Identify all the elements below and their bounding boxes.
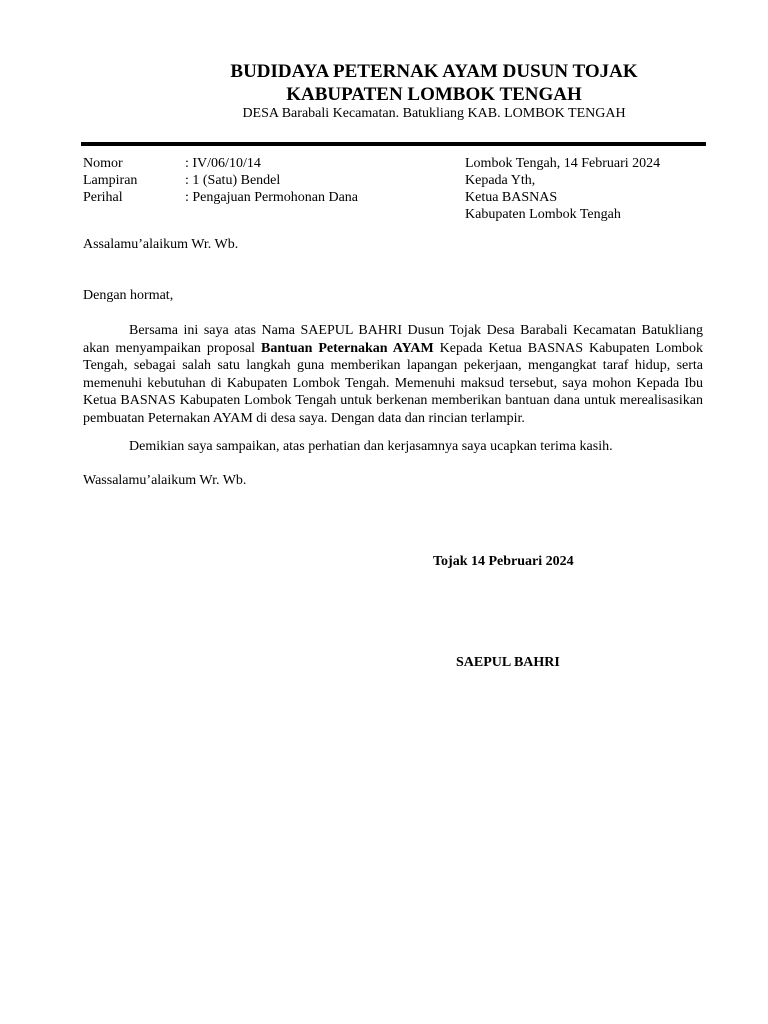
- letterhead-divider: [81, 142, 706, 146]
- body-text-bold: Bantuan Peternakan AYAM: [261, 340, 434, 356]
- letterhead-address: DESA Barabali Kecamatan. Batukliang KAB. LOMBOK TENGAH: [242, 106, 626, 121]
- letterhead-title-line1: BUDIDAYA PETERNAK AYAM DUSUN TOJAK: [230, 61, 638, 82]
- signature-name: SAEPUL BAHRI: [456, 655, 560, 670]
- closing-sentence: Demikian saya sampaikan, atas perhatian dan kerjasamnya saya ucapkan terima kasih.: [129, 439, 613, 454]
- addressee-location: Kabupaten Lombok Tengah: [465, 207, 621, 222]
- perihal-label: Perihal: [83, 190, 123, 205]
- nomor-value: : IV/06/10/14: [185, 156, 261, 171]
- body-paragraph: [83, 322, 703, 427]
- lampiran-value: : 1 (Satu) Bendel: [185, 173, 281, 188]
- addressee-recipient: Ketua BASNAS: [465, 190, 558, 205]
- opening-greeting: Assalamu’alaikum Wr. Wb.: [83, 237, 239, 252]
- salutation: Dengan hormat,: [83, 288, 174, 303]
- closing-greeting: Wassalamu’alaikum Wr. Wb.: [83, 473, 247, 488]
- body-text-part2: Kepada Ketua BASNAS Kabupaten Lombok Tengah, sebagai salah satu langkah guna memberikan lapangan pekerjaan, mengangkat taraf hidup, serta memenuhi kebutuhan di Kabupaten Lombok Tengah. Memenuhi maksud tersebut, saya mohon Kepada Ibu Ketua BASNAS Kabupaten Lombok Tengah untuk berkenan memberikan bantuan dana untuk merealisasikan pembuatan Peternakan AYAM di desa saya. Dengan data dan rincian terlampir.: [83, 340, 703, 426]
- body-text-part1: Bersama ini saya atas Nama SAEPUL BAHRI Dusun Tojak Desa Barabali Kecamatan Batukliang akan menyampaikan proposal: [83, 323, 703, 356]
- addressee-to: Kepada Yth,: [465, 173, 536, 188]
- nomor-label: Nomor: [83, 156, 123, 171]
- letter-date: Lombok Tengah, 14 Februari 2024: [465, 156, 661, 171]
- signature-place-date: Tojak 14 Pebruari 2024: [433, 554, 574, 569]
- letterhead-title-line2: KABUPATEN LOMBOK TENGAH: [286, 84, 582, 105]
- perihal-value: : Pengajuan Permohonan Dana: [185, 190, 359, 205]
- lampiran-label: Lampiran: [83, 173, 138, 188]
